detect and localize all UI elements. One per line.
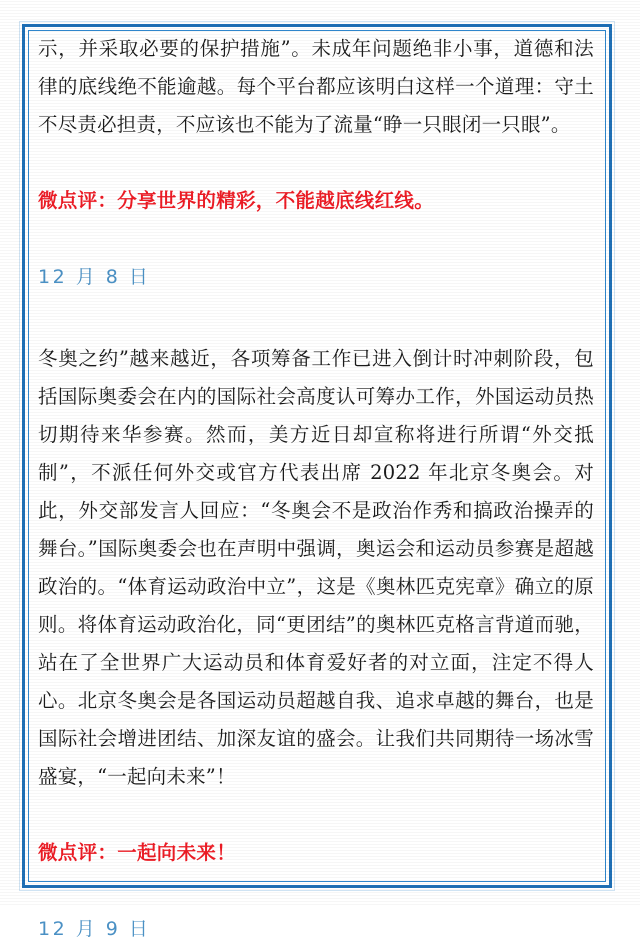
block-spacer bbox=[38, 296, 594, 340]
paragraph-winter-olympics: 冬奥之约”越来越近，各项筹备工作已进入倒计时冲刺阶段，包括国际奥委会在内的国际社会高度认可筹办工作，外国运动员热切期待来华参赛。然而，美方近日却宣称将进行所谓“外交抵制”，不派任何外交或官方代表出席 2022 年北京冬奥会。对此，外交部发言人回应：“冬奥会不是政治作秀和搞政治操弄的舞台。”国际奥委会也在声明中强调，奥运会和运动员参赛是超越政治的。“体育运动政治中立”，这是《奥林匹克宪章》确立的原则。将体育运动政治化，同“更团结”的奥林匹克格言背道而驰，站在了全世界广大运动员和体育爱好者的对立面，注定不得人心。北京冬奥会是各国运动员超越自我、追求卓越的舞台，也是国际社会增进团结、加深友谊的盛会。让我们共同期待一场冰雪盛宴，“一起向未来”！ bbox=[38, 347, 594, 788]
block-spacer bbox=[38, 144, 594, 182]
document-content bbox=[38, 30, 594, 940]
block-spacer bbox=[38, 220, 594, 258]
date-heading-dec-9: 12 月 9 日 bbox=[38, 918, 151, 940]
paragraph-continued: 示，并采取必要的保护措施”。未成年问题绝非小事，道德和法律的底线绝不能逾越。每个平台都应该明白这样一个道理：守土不尽责必担责，不应该也不能为了流量“睁一只眼闭一只眼”。 bbox=[38, 37, 594, 136]
editor-comment-1: 微点评：分享世界的精彩，不能越底线红线。 bbox=[38, 189, 435, 212]
block-spacer bbox=[38, 796, 594, 834]
block-spacer bbox=[38, 872, 594, 910]
date-heading-dec-8: 12 月 8 日 bbox=[38, 266, 151, 288]
editor-comment-2: 微点评：一起向未来！ bbox=[38, 841, 237, 864]
